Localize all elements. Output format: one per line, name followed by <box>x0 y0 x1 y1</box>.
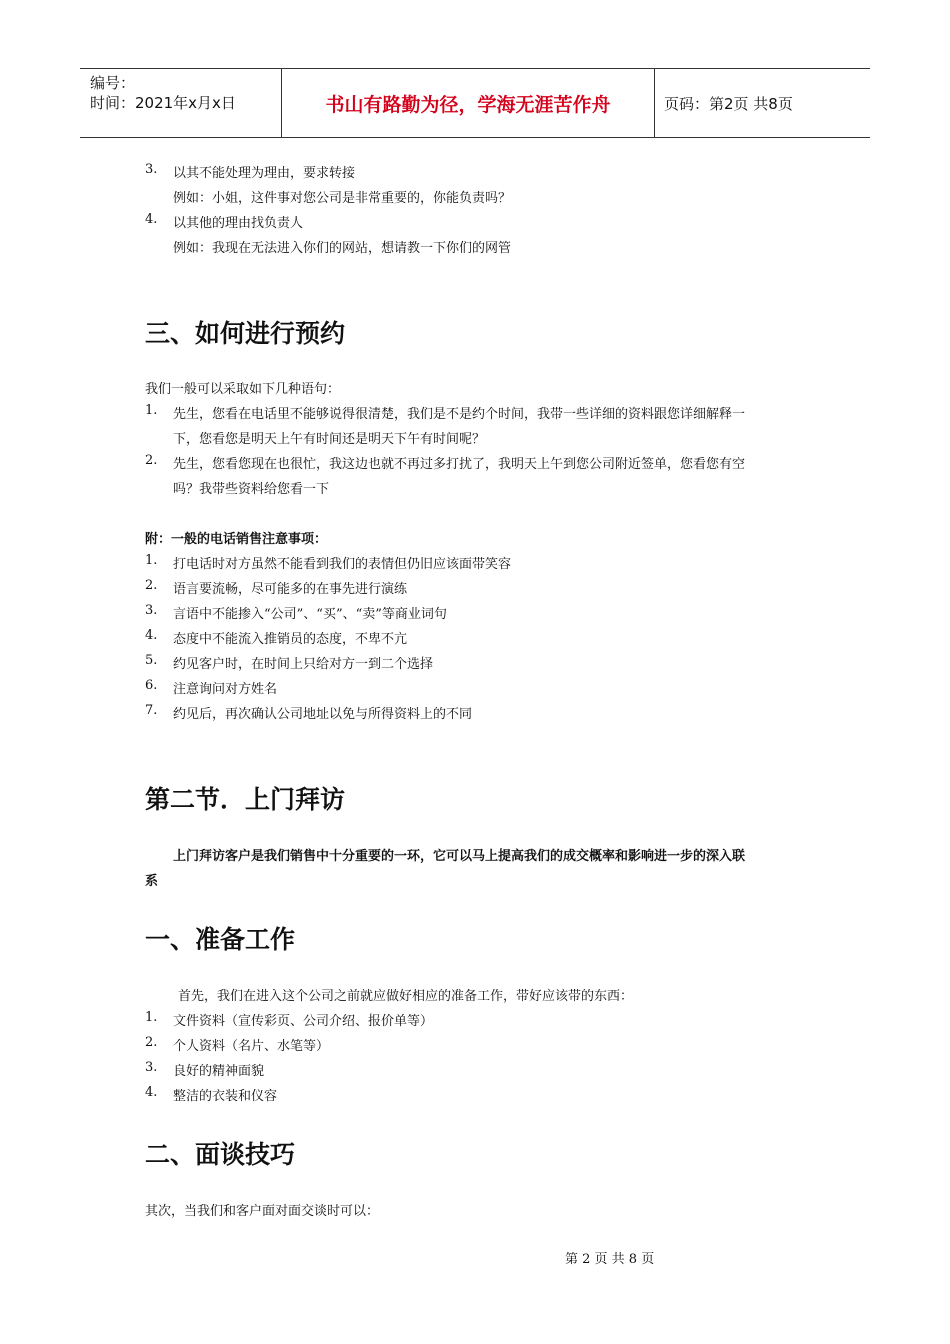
section-heading-prep: 一、准备工作 <box>145 925 296 954</box>
list-item-number: 1. <box>145 1010 158 1025</box>
list-item-number: 6. <box>145 678 158 693</box>
section-intro: 我们一般可以采取如下几种语句： <box>145 382 341 397</box>
list-item: 良好的精神面貌 <box>173 1064 265 1079</box>
notes-title: 附：一般的电话销售注意事项： <box>145 532 328 547</box>
list-item-example: 例如：我现在无法进入你们的网站，想请教一下你们的网管 <box>173 241 512 256</box>
list-item: 约见后，再次确认公司地址以免与所得资料上的不同 <box>173 707 473 722</box>
list-item-number: 1. <box>145 403 158 418</box>
list-item-continuation: 吗？我带些资料给您看一下 <box>173 482 330 497</box>
list-item: 打电话时对方虽然不能看到我们的表情但仍旧应该面带笑容 <box>173 557 512 572</box>
header-meta <box>80 69 280 137</box>
section-heading-visit: 第二节．上门拜访 <box>145 785 346 814</box>
list-item: 语言要流畅，尽可能多的在事先进行演练 <box>173 582 408 597</box>
list-item: 以其不能处理为理由，要求转接 <box>173 166 356 181</box>
list-item: 先生，您看您现在也很忙，我这边也就不再过多打扰了，我明天上午到您公司附近签单，您看您有空 <box>173 457 746 472</box>
section-intro: 首先，我们在进入这个公司之前就应做好相应的准备工作，带好应该带的东西： <box>178 989 634 1004</box>
section-intro: 其次，当我们和客户面对面交谈时可以： <box>145 1204 380 1219</box>
page-footer: 第 2 页 共 8 页 <box>565 1252 655 1267</box>
list-item-number: 4. <box>145 212 158 227</box>
list-item-number: 7. <box>145 703 158 718</box>
list-item-number: 4. <box>145 628 158 643</box>
list-item-number: 3. <box>145 603 158 618</box>
list-item-number: 3. <box>145 162 158 177</box>
list-item: 言语中不能掺入“公司”、“买”、“卖”等商业词句 <box>173 607 447 622</box>
section-paragraph-continuation: 系 <box>145 874 159 889</box>
list-item-number: 2. <box>145 453 158 468</box>
list-item-number: 5. <box>145 653 158 668</box>
list-item-example: 例如：小姐，这件事对您公司是非常重要的，你能负责吗？ <box>173 191 512 206</box>
list-item: 约见客户时，在时间上只给对方一到二个选择 <box>173 657 434 672</box>
section-heading-interview: 二、面谈技巧 <box>145 1140 296 1169</box>
list-item-number: 4. <box>145 1085 158 1100</box>
number-label: 编号： <box>90 74 136 92</box>
time-label: 时间：2021年x月x日 <box>90 94 236 112</box>
section-paragraph: 上门拜访客户是我们销售中十分重要的一环，它可以马上提高我们的成交概率和影响进一步的深入联 <box>173 849 746 864</box>
list-item: 态度中不能流入推销员的态度，不卑不亢 <box>173 632 408 647</box>
page-header <box>80 68 870 138</box>
list-item-number: 2. <box>145 578 158 593</box>
list-item: 以其他的理由找负责人 <box>173 216 304 231</box>
list-item-number: 3. <box>145 1060 158 1075</box>
list-item-number: 2. <box>145 1035 158 1050</box>
header-page-label: 页码：第2页 共8页 <box>664 94 793 113</box>
header-motto: 书山有路勤为径，学海无涯苦作舟 <box>281 69 655 137</box>
list-item: 注意询问对方姓名 <box>173 682 278 697</box>
list-item-number: 1. <box>145 553 158 568</box>
list-item-continuation: 下，您看您是明天上午有时间还是明天下午有时间呢？ <box>173 432 486 447</box>
section-heading-appointment: 三、如何进行预约 <box>145 319 346 348</box>
list-item: 文件资料（宣传彩页、公司介绍、报价单等） <box>173 1014 434 1029</box>
list-item: 先生，您看在电话里不能够说得很清楚，我们是不是约个时间，我带一些详细的资料跟您详细解释一 <box>173 407 746 422</box>
list-item: 个人资料（名片、水笔等） <box>173 1039 330 1054</box>
list-item: 整洁的衣装和仪容 <box>173 1089 278 1104</box>
